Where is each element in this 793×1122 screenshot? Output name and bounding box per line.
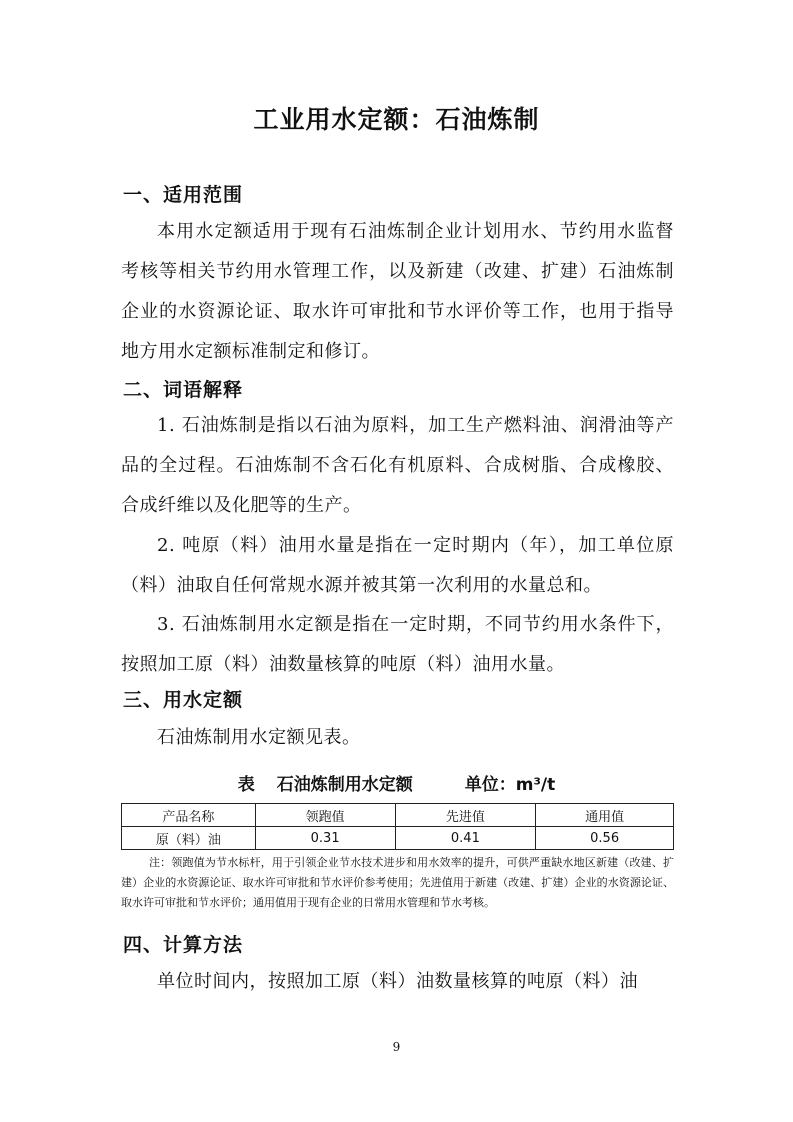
paragraph-term-2: 2. 吨原（料）油用水量是指在一定时期内（年），加工单位原（料）油取自任何常规水源并被其第一次利用的水量总和。 [121, 535, 674, 596]
paragraph-scope: 本用水定额适用于现有石油炼制企业计划用水、节约用水监督考核等相关节约用水管理工作，以及新建（改建、扩建）石油炼制企业的水资源论证、取水许可审批和节水评价等工作，也用于指导地方用水定额标准制定和修订。 [121, 221, 674, 362]
table-caption-title: 石油炼制用水定额 [276, 775, 413, 795]
table-header-cell: 领跑值 [255, 804, 395, 827]
paragraph-term-1: 1. 石油炼制是指以石油为原料，加工生产燃料油、润滑油等产品的全过程。石油炼制不含石化有机原料、合成树脂、合成橡胶、合成纤维以及化肥等的生产。 [121, 415, 674, 516]
table-cell: 0.31 [255, 827, 395, 850]
page-number: 9 [392, 1040, 401, 1054]
water-quota-table [121, 803, 674, 850]
table-cell: 0.56 [536, 827, 674, 850]
table-header-row [122, 804, 674, 827]
section-heading-method: 四、计算方法 [123, 934, 244, 956]
section-heading-quota: 三、用水定额 [123, 689, 244, 711]
table-cell: 0.41 [395, 827, 536, 850]
paragraph-method: 单位时间内，按照加工原（料）油数量核算的吨原（料）油 [157, 971, 638, 992]
table-cell: 原（料）油 [122, 827, 256, 850]
table-header-cell: 先进值 [395, 804, 536, 827]
table-note: 注：领跑值为节水标杆，用于引领企业节水技术进步和用水效率的提升，可供严重缺水地区新建（改建、扩建）企业的水资源论证、取水许可审批和节水评价参考使用；先进值用于新建（改建、扩建）企业的水资源论证、取水许可审批和节水评价；通用值用于现有企业的日常用水管理和节水考核。 [121, 856, 674, 909]
table-header-cell: 产品名称 [122, 804, 256, 827]
section-heading-terms: 二、词语解释 [123, 379, 244, 401]
table-caption-prefix: 表 [237, 775, 255, 795]
table-header-cell: 通用值 [536, 804, 674, 827]
section-heading-scope: 一、适用范围 [123, 184, 244, 206]
table-row [122, 827, 674, 850]
table-caption-unit: 单位：m³/t [464, 775, 556, 795]
paragraph-quota-intro: 石油炼制用水定额见表。 [157, 727, 361, 748]
paragraph-term-3: 3. 石油炼制用水定额是指在一定时期，不同节约用水条件下，按照加工原（料）油数量核算的吨原（料）油用水量。 [121, 614, 674, 675]
document-title: 工业用水定额：石油炼制 [253, 105, 540, 134]
table-caption [0, 770, 793, 795]
